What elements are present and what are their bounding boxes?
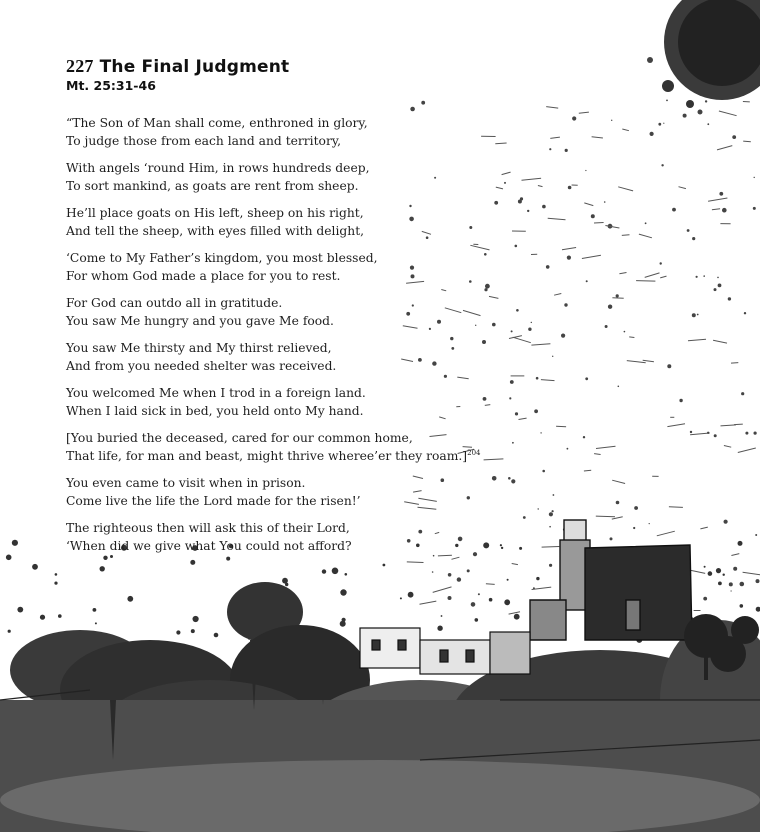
stanza: [66, 159, 486, 195]
poem-line: To sort mankind, as goats are rent from sheep.: [66, 179, 359, 193]
stanza: [66, 339, 486, 375]
poem-line: You saw Me hungry and you gave Me food.: [66, 314, 334, 328]
poem-body: [66, 114, 486, 564]
hymn-title: The Final Judgment: [99, 57, 290, 77]
poem-line: Come live the life the Lord made for the risen!’: [66, 494, 361, 508]
stanza: [66, 204, 486, 240]
poem-line: To judge those from each land and territory,: [66, 134, 342, 148]
poem-line: And from you needed shelter was received.: [66, 359, 337, 373]
scripture-reference: Mt. 25:31-46: [66, 78, 156, 93]
stanza: [66, 429, 486, 465]
poem-line: The righteous then will ask this of their Lord,: [66, 521, 350, 535]
poem-line: And tell the sheep, with eyes filled with delight,: [66, 224, 365, 238]
page-title: [66, 56, 289, 77]
stanza: [66, 249, 486, 285]
poem-line: You saw Me thirsty and My thirst relieved,: [66, 341, 332, 355]
poem-line: “The Son of Man shall come, enthroned in glory,: [66, 116, 368, 130]
poem-line: ‘When did we give what You could not afford?: [66, 539, 352, 553]
poem-line: ‘Come to My Father’s kingdom, you most blessed,: [66, 251, 378, 265]
stanza: [66, 384, 486, 420]
stanza: [66, 519, 486, 555]
stanza: [66, 294, 486, 330]
poem-line: For God can outdo all in gratitude.: [66, 296, 283, 310]
poem-line: You even came to visit when in prison.: [66, 476, 306, 490]
poem-line: [66, 447, 486, 465]
footnote-marker: 204: [467, 448, 481, 457]
poem-line: For whom God made a place for you to rest.: [66, 269, 341, 283]
poem-line: You welcomed Me when I trod in a foreign land.: [66, 386, 366, 400]
poem-line: [You buried the deceased, cared for our common home,: [66, 431, 413, 445]
poem-line: He’ll place goats on His left, sheep on his right,: [66, 206, 364, 220]
poem-line-text: That life, for man and beast, might thrive wheree’er they roam.]: [66, 449, 468, 463]
stanza: [66, 474, 486, 510]
poem-line: When I laid sick in bed, you held onto My hand.: [66, 404, 364, 418]
poem-line: With angels ‘round Him, in rows hundreds deep,: [66, 161, 370, 175]
hymn-number: 227: [66, 56, 94, 76]
stanza: [66, 114, 486, 150]
